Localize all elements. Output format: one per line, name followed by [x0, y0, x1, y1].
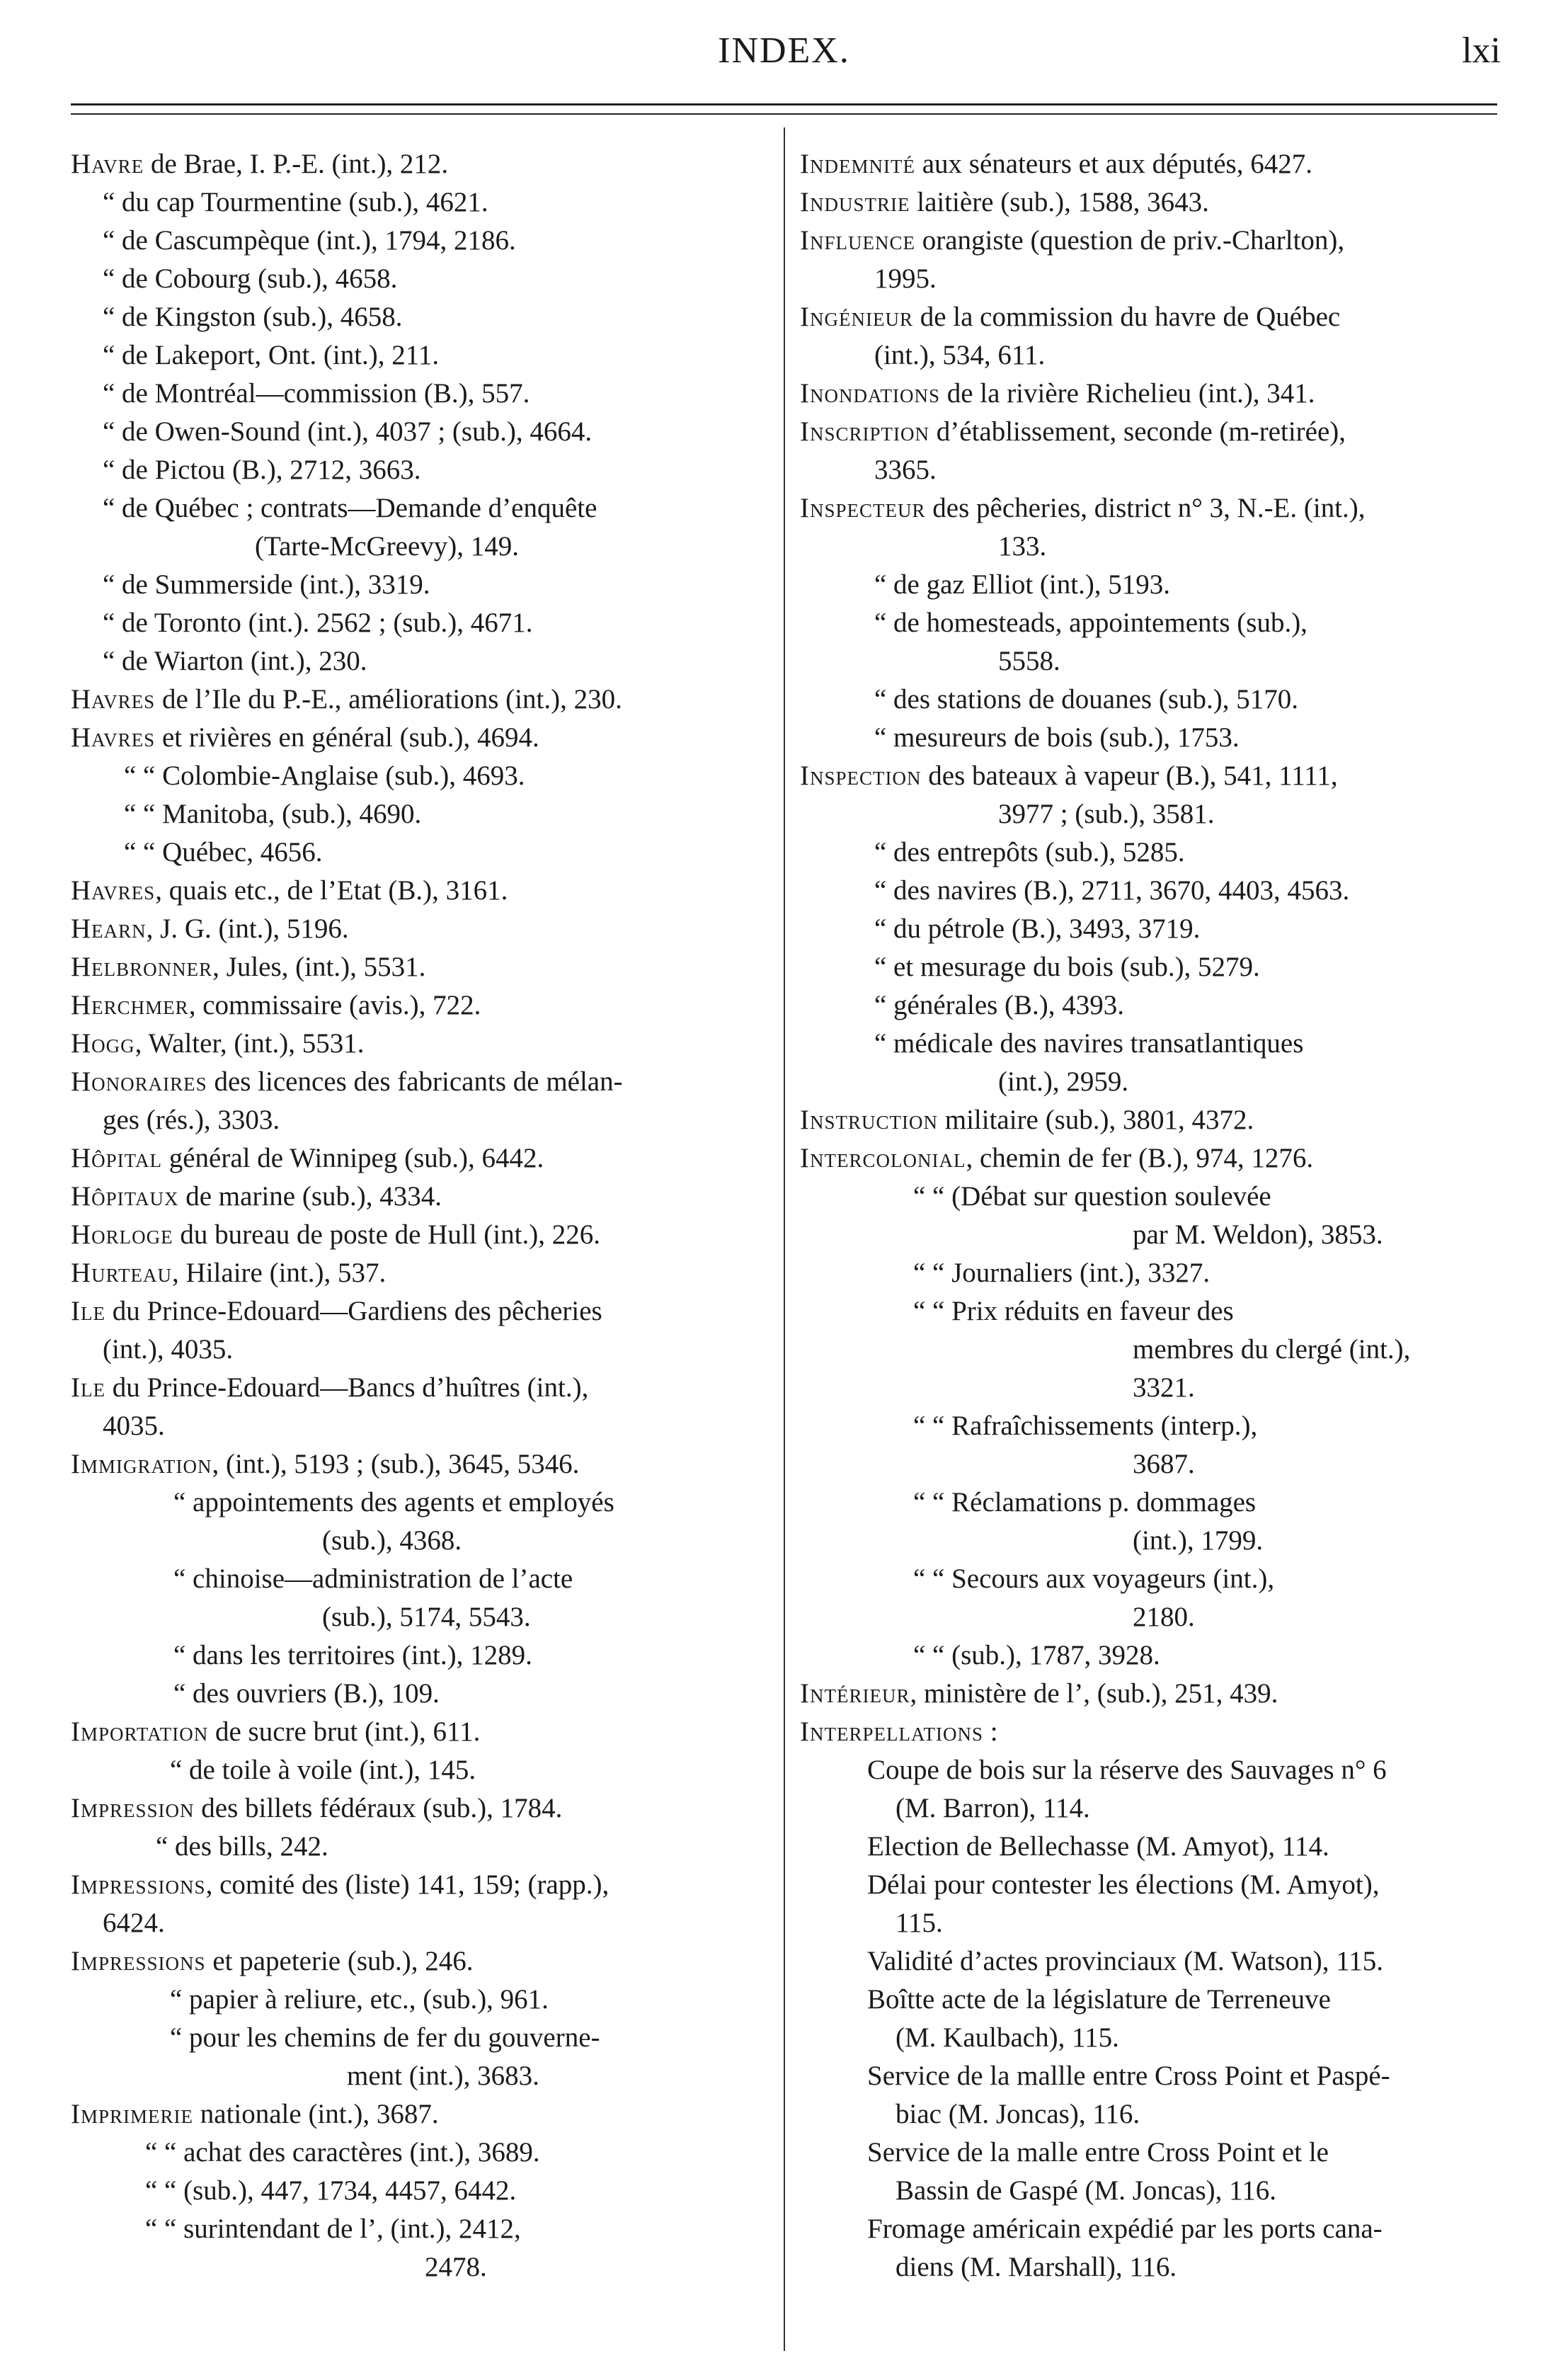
index-line: [800, 1254, 1529, 1292]
index-line: [800, 413, 1529, 451]
index-line: [800, 1598, 1529, 1636]
index-headword: Ile: [71, 1372, 105, 1403]
index-line: [800, 1904, 1529, 1942]
index-line: [800, 489, 1529, 528]
index-entry-text: “ médicale des navires transatlantiques: [874, 1028, 1304, 1059]
index-entry-text: du Prince-Edouard—Bancs d’huîtres (int.),: [105, 1372, 589, 1403]
index-line: [71, 2019, 779, 2057]
index-line: [800, 260, 1529, 298]
index-entry-text: de la rivière Richelieu (int.), 341.: [939, 378, 1315, 409]
index-headword: Impressions: [71, 1946, 206, 1976]
index-line: [71, 298, 779, 336]
index-line: [71, 145, 779, 183]
index-line: [71, 336, 779, 375]
index-entry-text: général de Winnipeg (sub.), 6442.: [162, 1143, 544, 1173]
index-line: [800, 680, 1529, 719]
index-entry-text: des licences des fabricants de mélan-: [207, 1066, 623, 1097]
index-entry-text: “ “ Journaliers (int.), 3327.: [913, 1258, 1211, 1288]
index-entry-text: 3687.: [1133, 1449, 1195, 1479]
index-entry-text: (sub.), 5174, 5543.: [322, 1602, 531, 1632]
index-line: [71, 833, 779, 872]
index-line: [800, 1636, 1529, 1675]
index-entry-text: nationale (int.), 3687.: [193, 2099, 439, 2129]
page-title: INDEX.: [718, 30, 850, 71]
index-line: [800, 910, 1529, 948]
index-line: [71, 1828, 779, 1866]
index-entry-text: “ “ Québec, 4656.: [124, 837, 323, 867]
index-line: [800, 336, 1529, 375]
index-line: [71, 1139, 779, 1178]
index-headword: Herchmer: [71, 990, 189, 1020]
index-entry-text: :: [983, 1716, 998, 1747]
index-line: [71, 1636, 779, 1675]
index-line: [71, 1369, 779, 1407]
index-line: [71, 1178, 779, 1216]
index-headword: Immigration: [71, 1449, 212, 1479]
index-line: [800, 1942, 1529, 1981]
index-line: [71, 1331, 779, 1369]
index-headword: Hôpitaux: [71, 1181, 179, 1212]
index-headword: Influence: [800, 225, 915, 256]
index-entry-text: Bassin de Gaspé (M. Joncas), 116.: [895, 2175, 1276, 2206]
index-entry-text: 2478.: [425, 2252, 487, 2282]
index-headword: Inondations: [800, 378, 940, 409]
index-entry-text: “ de Cascumpèque (int.), 1794, 2186.: [103, 225, 516, 256]
index-entry-text: (sub.), 4368.: [322, 1525, 462, 1556]
index-entry-text: Election de Bellechasse (M. Amyot), 114.: [867, 1831, 1329, 1862]
index-entry-text: 3321.: [1133, 1372, 1195, 1403]
index-line: [71, 2172, 779, 2210]
index-line: [71, 1942, 779, 1981]
index-column-left: [71, 145, 779, 2286]
index-headword: Inspecteur: [800, 493, 926, 523]
index-entry-text: membres du clergé (int.),: [1133, 1334, 1411, 1365]
index-entry-text: Délai pour contester les élections (M. Amyot),: [867, 1869, 1380, 1900]
index-entry-text: ges (rés.), 3303.: [103, 1105, 280, 1135]
index-line: [71, 1522, 779, 1560]
index-entry-text: ment (int.), 3683.: [347, 2061, 539, 2091]
index-entry-text: “ des navires (B.), 2711, 3670, 4403, 4563.: [874, 875, 1350, 906]
index-entry-text: militaire (sub.), 3801, 4372.: [938, 1105, 1254, 1135]
index-headword: Ile: [71, 1296, 105, 1326]
index-line: [71, 680, 779, 719]
index-line: [71, 1216, 779, 1254]
index-headword: Havres: [71, 722, 156, 753]
page-number: lxi: [1462, 30, 1501, 71]
index-line: [71, 413, 779, 451]
index-line: [800, 1178, 1529, 1216]
index-line: [71, 489, 779, 528]
index-line: [71, 2095, 779, 2134]
index-line: [800, 1981, 1529, 2019]
index-line: [800, 872, 1529, 910]
index-line: [71, 528, 779, 566]
index-entry-text: , Jules, (int.), 5531.: [212, 952, 426, 982]
index-line: [71, 2057, 779, 2095]
header-rule-thick: [71, 103, 1497, 106]
index-entry-text: “ du cap Tourmentine (sub.), 4621.: [103, 187, 488, 217]
index-entry-text: “ appointements des agents et employés: [173, 1487, 614, 1517]
index-entry-text: 6424.: [103, 1908, 165, 1938]
index-entry-text: “ “ Prix réduits en faveur des: [913, 1296, 1234, 1326]
index-line: [800, 833, 1529, 872]
index-entry-text: (M. Barron), 114.: [895, 1793, 1090, 1823]
index-entry-text: “ de homesteads, appointements (sub.),: [874, 608, 1307, 638]
index-entry-text: “ chinoise—administration de l’acte: [173, 1564, 573, 1594]
index-line: [800, 298, 1529, 336]
index-entry-text: (M. Kaulbach), 115.: [895, 2022, 1119, 2053]
index-entry-text: diens (M. Marshall), 116.: [895, 2252, 1177, 2282]
index-line: [71, 2134, 779, 2172]
index-entry-text: “ des ouvriers (B.), 109.: [173, 1678, 440, 1709]
index-entry-text: de Brae, I. P.-E. (int.), 212.: [144, 149, 449, 179]
index-line: [71, 1445, 779, 1483]
index-entry-text: (int.), 2959.: [998, 1066, 1129, 1097]
index-entry-text: “ et mesurage du bois (sub.), 5279.: [874, 952, 1260, 982]
index-entry-text: , J. G. (int.), 5196.: [146, 913, 349, 944]
index-entry-text: “ “ achat des caractères (int.), 3689.: [145, 2137, 540, 2168]
index-entry-text: “ de Kingston (sub.), 4658.: [103, 302, 403, 332]
index-line: [71, 757, 779, 795]
index-entry-text: “ mesureurs de bois (sub.), 1753.: [874, 722, 1240, 753]
index-headword: Intercolonial: [800, 1143, 966, 1173]
index-line: [71, 1789, 779, 1828]
index-line: [800, 1101, 1529, 1139]
index-headword: Importation: [71, 1716, 209, 1747]
index-entry-text: 4035.: [103, 1411, 165, 1441]
index-line: [800, 2019, 1529, 2057]
index-entry-text: “ “ Rafraîchissements (interp.),: [913, 1411, 1258, 1441]
index-headword: Interpellations: [800, 1716, 983, 1747]
index-line: [71, 2248, 779, 2286]
index-headword: Instruction: [800, 1105, 938, 1135]
index-entry-text: 115.: [895, 1908, 943, 1938]
index-entry-text: des bateaux à vapeur (B.), 541, 1111,: [921, 761, 1338, 791]
index-line: [800, 1866, 1529, 1904]
index-entry-text: “ “ (sub.), 447, 1734, 4457, 6442.: [145, 2175, 517, 2206]
index-headword: Horloge: [71, 1219, 173, 1250]
index-headword: Hogg: [71, 1028, 135, 1059]
index-line: [800, 566, 1529, 604]
index-line: [71, 1292, 779, 1331]
index-line: [71, 604, 779, 642]
index-entry-text: “ “ (Débat sur question soulevée: [913, 1181, 1271, 1212]
index-entry-text: biac (M. Joncas), 116.: [895, 2099, 1140, 2129]
index-line: [800, 948, 1529, 986]
index-entry-text: “ pour les chemins de fer du gouverne-: [170, 2022, 600, 2053]
index-line: [71, 375, 779, 413]
index-entry-text: “ de Summerside (int.), 3319.: [103, 569, 430, 600]
index-line: [71, 872, 779, 910]
index-entry-text: “ de Wiarton (int.), 230.: [103, 646, 367, 676]
index-entry-text: “ de Pictou (B.), 2712, 3663.: [103, 455, 421, 485]
index-entry-text: 2180.: [1133, 1602, 1195, 1632]
index-headword: Hearn: [71, 913, 147, 944]
index-entry-text: Fromage américain expédié par les ports cana-: [867, 2214, 1383, 2244]
index-line: [800, 795, 1529, 833]
column-divider: [784, 127, 785, 2351]
index-column-right: [800, 145, 1529, 2286]
index-line: [800, 2134, 1529, 2172]
index-line: [800, 222, 1529, 260]
index-entry-text: aux sénateurs et aux députés, 6427.: [915, 149, 1312, 179]
index-headword: Inscription: [800, 416, 930, 447]
index-line: [71, 1675, 779, 1713]
index-entry-text: du Prince-Edouard—Gardiens des pêcheries: [105, 1296, 602, 1326]
index-headword: Havres: [71, 875, 156, 906]
index-line: [800, 2172, 1529, 2210]
index-line: [800, 1139, 1529, 1178]
index-line: [71, 566, 779, 604]
index-entry-text: “ “ Manitoba, (sub.), 4690.: [124, 799, 422, 829]
index-entry-text: “ de Montréal—commission (B.), 557.: [103, 378, 530, 409]
index-line: [71, 1981, 779, 2019]
index-entry-text: “ “ (sub.), 1787, 3928.: [913, 1640, 1160, 1670]
index-entry-text: , Hilaire (int.), 537.: [172, 1258, 387, 1288]
index-line: [800, 1522, 1529, 1560]
index-line: [71, 948, 779, 986]
index-line: [71, 1254, 779, 1292]
index-line: [71, 1713, 779, 1751]
index-entry-text: , chemin de fer (B.), 974, 1276.: [966, 1143, 1314, 1173]
index-entry-text: laitière (sub.), 1588, 3643.: [910, 187, 1209, 217]
index-entry-text: (int.), 4035.: [103, 1334, 234, 1365]
index-entry-text: , commissaire (avis.), 722.: [188, 990, 481, 1020]
index-line: [800, 757, 1529, 795]
index-headword: Inspection: [800, 761, 922, 791]
index-headword: Hurteau: [71, 1258, 173, 1288]
index-line: [800, 1331, 1529, 1369]
index-entry-text: “ des bills, 242.: [156, 1831, 328, 1862]
index-entry-text: “ de gaz Elliot (int.), 5193.: [874, 569, 1171, 600]
index-entry-text: , ministère de l’, (sub.), 251, 439.: [910, 1678, 1278, 1709]
index-entry-text: 5558.: [998, 646, 1060, 676]
index-line: [71, 795, 779, 833]
index-entry-text: et rivières en général (sub.), 4694.: [155, 722, 539, 753]
index-line: [800, 1369, 1529, 1407]
index-line: [800, 183, 1529, 222]
index-entry-text: Boîtte acte de la législature de Terreneuve: [867, 1984, 1331, 2015]
index-line: [800, 1407, 1529, 1445]
index-entry-text: (Tarte-McGreevy), 149.: [255, 531, 520, 562]
index-line: [71, 910, 779, 948]
index-entry-text: “ des entrepôts (sub.), 5285.: [874, 837, 1185, 867]
index-entry-text: “ “ surintendant de l’, (int.), 2412,: [145, 2214, 521, 2244]
index-entry-text: “ de Toronto (int.). 2562 ; (sub.), 4671.: [103, 608, 533, 638]
index-entry-text: “ générales (B.), 4393.: [874, 990, 1125, 1020]
header-rule-thin: [71, 113, 1497, 115]
index-line: [71, 986, 779, 1025]
index-line: [71, 1025, 779, 1063]
index-line: [800, 2057, 1529, 2095]
index-headword: Helbronner: [71, 952, 213, 982]
index-line: [800, 1445, 1529, 1483]
index-entry-text: des pêcheries, district n° 3, N.-E. (int.),: [925, 493, 1366, 523]
index-entry-text: (int.), 534, 611.: [874, 340, 1046, 370]
index-entry-text: Validité d’actes provinciaux (M. Watson), 115.: [867, 1946, 1384, 1976]
index-entry-text: orangiste (question de priv.-Charlton),: [915, 225, 1345, 256]
index-line: [71, 1598, 779, 1636]
index-line: [800, 1560, 1529, 1598]
index-line: [800, 2095, 1529, 2134]
index-line: [71, 260, 779, 298]
index-line: [71, 183, 779, 222]
index-line: [800, 528, 1529, 566]
index-entry-text: “ de Lakeport, Ont. (int.), 211.: [103, 340, 440, 370]
index-entry-text: du bureau de poste de Hull (int.), 226.: [173, 1219, 600, 1250]
index-entry-text: de l’Ile du P.-E., améliorations (int.), 230.: [155, 684, 622, 714]
index-entry-text: “ “ Colombie-Anglaise (sub.), 4693.: [124, 761, 525, 791]
index-entry-text: , (int.), 5193 ; (sub.), 3645, 5346.: [212, 1449, 580, 1479]
index-entry-text: “ de Owen-Sound (int.), 4037 ; (sub.), 4664.: [103, 416, 593, 447]
index-line: [800, 1675, 1529, 1713]
index-line: [800, 1789, 1529, 1828]
index-headword: Intérieur: [800, 1678, 910, 1709]
index-headword: Havres: [71, 684, 156, 714]
index-line: [800, 1828, 1529, 1866]
index-line: [800, 1483, 1529, 1522]
index-line: [71, 451, 779, 489]
index-entry-text: de marine (sub.), 4334.: [178, 1181, 442, 1212]
index-line: [800, 719, 1529, 757]
index-line: [800, 642, 1529, 680]
index-entry-text: “ de Québec ; contrats—Demande d’enquête: [103, 493, 597, 523]
index-entry-text: “ de Cobourg (sub.), 4658.: [103, 263, 398, 294]
index-line: [800, 1292, 1529, 1331]
index-headword: Impressions: [71, 1869, 206, 1900]
index-entry-text: “ “ Secours aux voyageurs (int.),: [913, 1564, 1275, 1594]
index-entry-text: (int.), 1799.: [1133, 1525, 1264, 1556]
index-headword: Ingénieur: [800, 302, 913, 332]
page-header: [0, 0, 1568, 99]
index-entry-text: de la commission du havre de Québec: [912, 302, 1341, 332]
index-entry-text: des billets fédéraux (sub.), 1784.: [194, 1793, 563, 1823]
index-line: [800, 604, 1529, 642]
index-line: [71, 222, 779, 260]
index-line: [800, 2210, 1529, 2248]
index-entry-text: , comité des (liste) 141, 159; (rapp.),: [205, 1869, 610, 1900]
index-entry-text: “ des stations de douanes (sub.), 5170.: [874, 684, 1298, 714]
index-line: [800, 1063, 1529, 1101]
index-line: [800, 1751, 1529, 1789]
index-entry-text: Service de la mallle entre Cross Point et Paspé-: [867, 2061, 1390, 2091]
index-line: [71, 1866, 779, 1904]
index-line: [71, 2210, 779, 2248]
index-entry-text: et papeterie (sub.), 246.: [205, 1946, 474, 1976]
index-line: [71, 1904, 779, 1942]
index-line: [71, 1101, 779, 1139]
index-headword: Hôpital: [71, 1143, 162, 1173]
index-line: [800, 986, 1529, 1025]
index-line: [800, 375, 1529, 413]
index-entry-text: “ “ Réclamations p. dommages: [913, 1487, 1257, 1517]
index-entry-text: de sucre brut (int.), 611.: [208, 1716, 481, 1747]
index-entry-text: “ du pétrole (B.), 3493, 3719.: [874, 913, 1201, 944]
index-entry-text: par M. Weldon), 3853.: [1133, 1219, 1383, 1250]
index-headword: Industrie: [800, 187, 910, 217]
index-entry-text: “ dans les territoires (int.), 1289.: [173, 1640, 532, 1670]
index-line: [71, 1751, 779, 1789]
index-line: [71, 1063, 779, 1101]
index-entry-text: “ de toile à voile (int.), 145.: [170, 1755, 476, 1785]
index-line: [71, 1483, 779, 1522]
index-entry-text: “ papier à reliure, etc., (sub.), 961.: [170, 1984, 549, 2015]
index-headword: Havre: [71, 149, 144, 179]
index-entry-text: , quais etc., de l’Etat (B.), 3161.: [155, 875, 508, 906]
index-line: [71, 1560, 779, 1598]
index-entry-text: 3365.: [874, 455, 937, 485]
index-entry-text: 1995.: [874, 263, 937, 294]
index-entry-text: 133.: [998, 531, 1047, 562]
index-entry-text: Coupe de bois sur la réserve des Sauvages n° 6: [867, 1755, 1387, 1785]
index-entry-text: 3977 ; (sub.), 3581.: [998, 799, 1215, 829]
index-line: [800, 2248, 1529, 2286]
index-entry-text: Service de la malle entre Cross Point et le: [867, 2137, 1329, 2168]
index-line: [71, 642, 779, 680]
index-entry-text: d’établissement, seconde (m-retirée),: [929, 416, 1346, 447]
index-entry-text: , Walter, (int.), 5531.: [135, 1028, 365, 1059]
index-headword: Imprimerie: [71, 2099, 194, 2129]
index-headword: Honoraires: [71, 1066, 207, 1097]
index-line: [800, 1025, 1529, 1063]
index-line: [800, 1713, 1529, 1751]
index-line: [800, 451, 1529, 489]
index-line: [71, 719, 779, 757]
index-headword: Impression: [71, 1793, 195, 1823]
index-line: [71, 1407, 779, 1445]
index-headword: Indemnité: [800, 149, 915, 179]
index-line: [800, 145, 1529, 183]
index-line: [800, 1216, 1529, 1254]
